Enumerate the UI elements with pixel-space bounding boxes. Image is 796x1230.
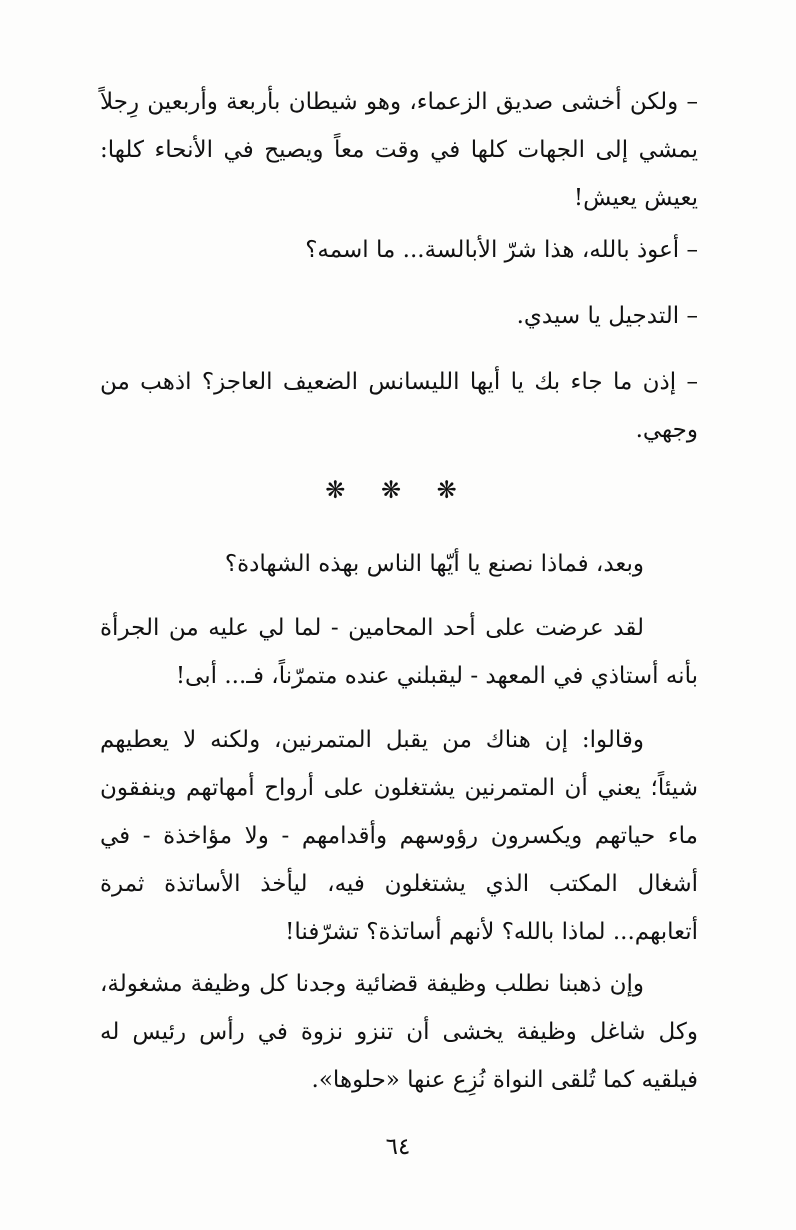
dialogue-paragraph-1: – ولكن أخشى صديق الزعماء، وهو شيطان بأربعة وأربعين رِجلاً يمشي إلى الجهات كلها في وقت معاً ويصيح في الأنحاء كلها: يعيش يعيش! [100, 89, 698, 211]
body-paragraph-2: لقد عرضت على أحد المحامين - لما لي عليه من الجرأة بأنه أستاذي في المعهد - ليقبلني عنده متمرّناً، فـ... أبى! [100, 615, 698, 689]
dialogue-paragraph-4: – إذن ما جاء بك يا أيها الليسانس الضعيف العاجز؟ اذهب من وجهي. [100, 369, 698, 443]
section-separator: ❋ ❋ ❋ [325, 476, 471, 504]
dialogue-paragraph-3: – التدجيل يا سيدي. [516, 303, 698, 329]
dialogue-paragraph-2: – أعوذ بالله، هذا شرّ الأبالسة... ما اسمه؟ [305, 237, 698, 263]
body-paragraph-4: وإن ذهبنا نطلب وظيفة قضائية وجدنا كل وظيفة مشغولة، وكل شاغل وظيفة يخشى أن تنزو نزوة في رأس رئيس له فيلقيه كما تُلقى النواة نُزِع عنها «حلوها». [100, 971, 698, 1093]
body-paragraph-3: وقالوا: إن هناك من يقبل المتمرنين، ولكنه لا يعطيهم شيئاً؛ يعني أن المتمرنين يشتغلون على أرواح أمهاتهم وينفقون ماء حياتهم ويكسرون رؤوسهم وأقدامهم - ولا مؤاخذة - في أشغال المكتب الذي يشتغلون فيه، ليأخذ الأساتذة ثمرة أتعابهم... لماذا بالله؟ لأنهم أساتذة؟ تشرّفنا! [100, 727, 698, 945]
page-number: ٦٤ [385, 1134, 411, 1160]
body-paragraph-1: وبعد، فماذا نصنع يا أيّها الناس بهذه الشهادة؟ [224, 551, 644, 577]
